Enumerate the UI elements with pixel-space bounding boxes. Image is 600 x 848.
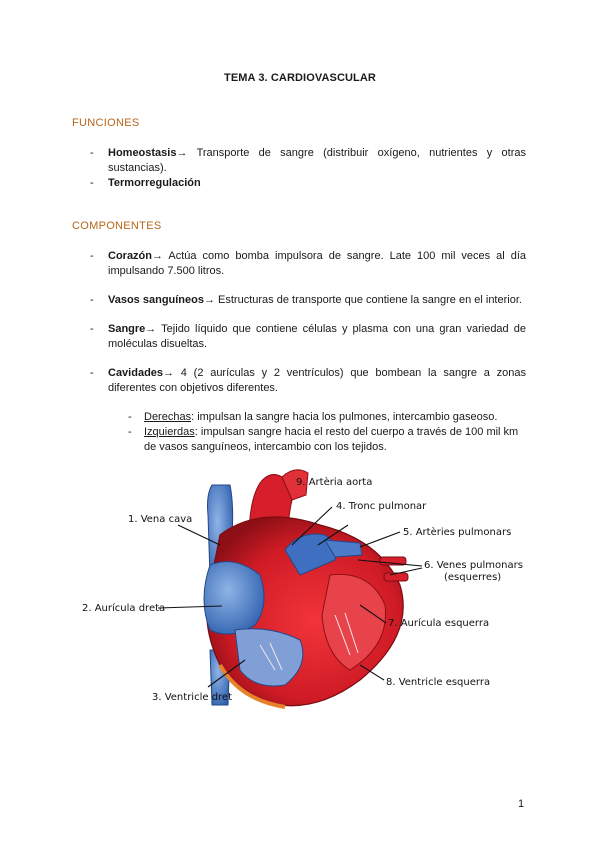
list-item bbox=[90, 366, 526, 396]
description: Tejido líquido que contiene células y plasma con una gran variedad de moléculas disueltas. bbox=[108, 323, 526, 350]
description: : impulsan sangre hacia el resto del cuerpo a través de 100 mil km de vasos sanguíneos, intercambio con los tejidos. bbox=[144, 426, 519, 453]
page-number: 1 bbox=[518, 798, 525, 810]
label-vena-cava: 1. Vena cava bbox=[128, 514, 193, 525]
bullet-dash: - bbox=[128, 411, 132, 423]
list-item bbox=[90, 176, 526, 191]
term: Corazón bbox=[108, 250, 152, 262]
arrow: → bbox=[203, 294, 215, 306]
sub-list-item bbox=[128, 425, 526, 455]
section-heading-funciones: FUNCIONES bbox=[72, 117, 140, 129]
label-arteries-pulmonars: 5. Artèries pulmonars bbox=[403, 527, 512, 538]
label-venes-pulmonars: 6. Venes pulmonars bbox=[424, 560, 523, 571]
term: Cavidades bbox=[108, 367, 164, 379]
label-ventricle-esquerra: 8. Ventricle esquerra bbox=[386, 677, 491, 688]
list-item bbox=[90, 249, 526, 279]
description: 4 (2 aurículas y 2 ventrículos) que bombean la sangre a zonas diferentes con objetivos diferentes. bbox=[108, 367, 526, 394]
bullet-dash: - bbox=[90, 250, 94, 262]
list-item bbox=[90, 146, 526, 176]
label-ventricle-dret: 3. Ventricle dret bbox=[152, 692, 233, 703]
description: Actúa como bomba impulsora de sangre. Late 100 mil veces al día impulsando 7.500 litros. bbox=[108, 250, 526, 277]
bullet-dash: - bbox=[90, 294, 94, 306]
term: Derechas bbox=[144, 411, 192, 423]
description: : impulsan la sangre hacia los pulmones, intercambio gaseoso. bbox=[191, 411, 498, 423]
label-tronc-pulmonar: 4. Tronc pulmonar bbox=[336, 501, 427, 512]
term: Termorregulación bbox=[108, 177, 201, 189]
sub-list-item bbox=[128, 410, 526, 425]
description: Estructuras de transporte que contiene la sangre en el interior. bbox=[214, 294, 522, 306]
term: Izquierdas bbox=[144, 426, 195, 438]
arrow: → bbox=[152, 250, 163, 262]
bullet-dash: - bbox=[90, 323, 94, 335]
arrow: → bbox=[145, 323, 157, 335]
label-auricula-dreta: 2. Aurícula dreta bbox=[82, 603, 166, 614]
label-arteria-aorta: 9. Artèria aorta bbox=[296, 477, 373, 488]
label-venes-pulmonars-esquerres: (esquerres) bbox=[444, 572, 502, 583]
page-title: TEMA 3. CARDIOVASCULAR bbox=[224, 72, 376, 84]
bullet-dash: - bbox=[128, 426, 132, 438]
bullet-dash: - bbox=[90, 177, 94, 189]
bullet-dash: - bbox=[90, 147, 94, 159]
arrow: → bbox=[163, 367, 175, 379]
term: Homeostasis bbox=[108, 147, 177, 159]
description: Transporte de sangre (distribuir oxígeno, nutrientes y otras sustancias). bbox=[108, 147, 526, 174]
term: Vasos sanguíneos bbox=[108, 294, 204, 306]
section-heading-componentes: COMPONENTES bbox=[72, 220, 162, 232]
label-auricula-esquerra: 7. Aurícula esquerra bbox=[388, 618, 490, 629]
arrow: → bbox=[176, 147, 188, 159]
list-item bbox=[90, 322, 526, 352]
term: Sangre bbox=[108, 323, 146, 335]
bullet-dash: - bbox=[90, 367, 94, 379]
heart-diagram bbox=[60, 465, 530, 715]
list-item bbox=[90, 293, 526, 308]
